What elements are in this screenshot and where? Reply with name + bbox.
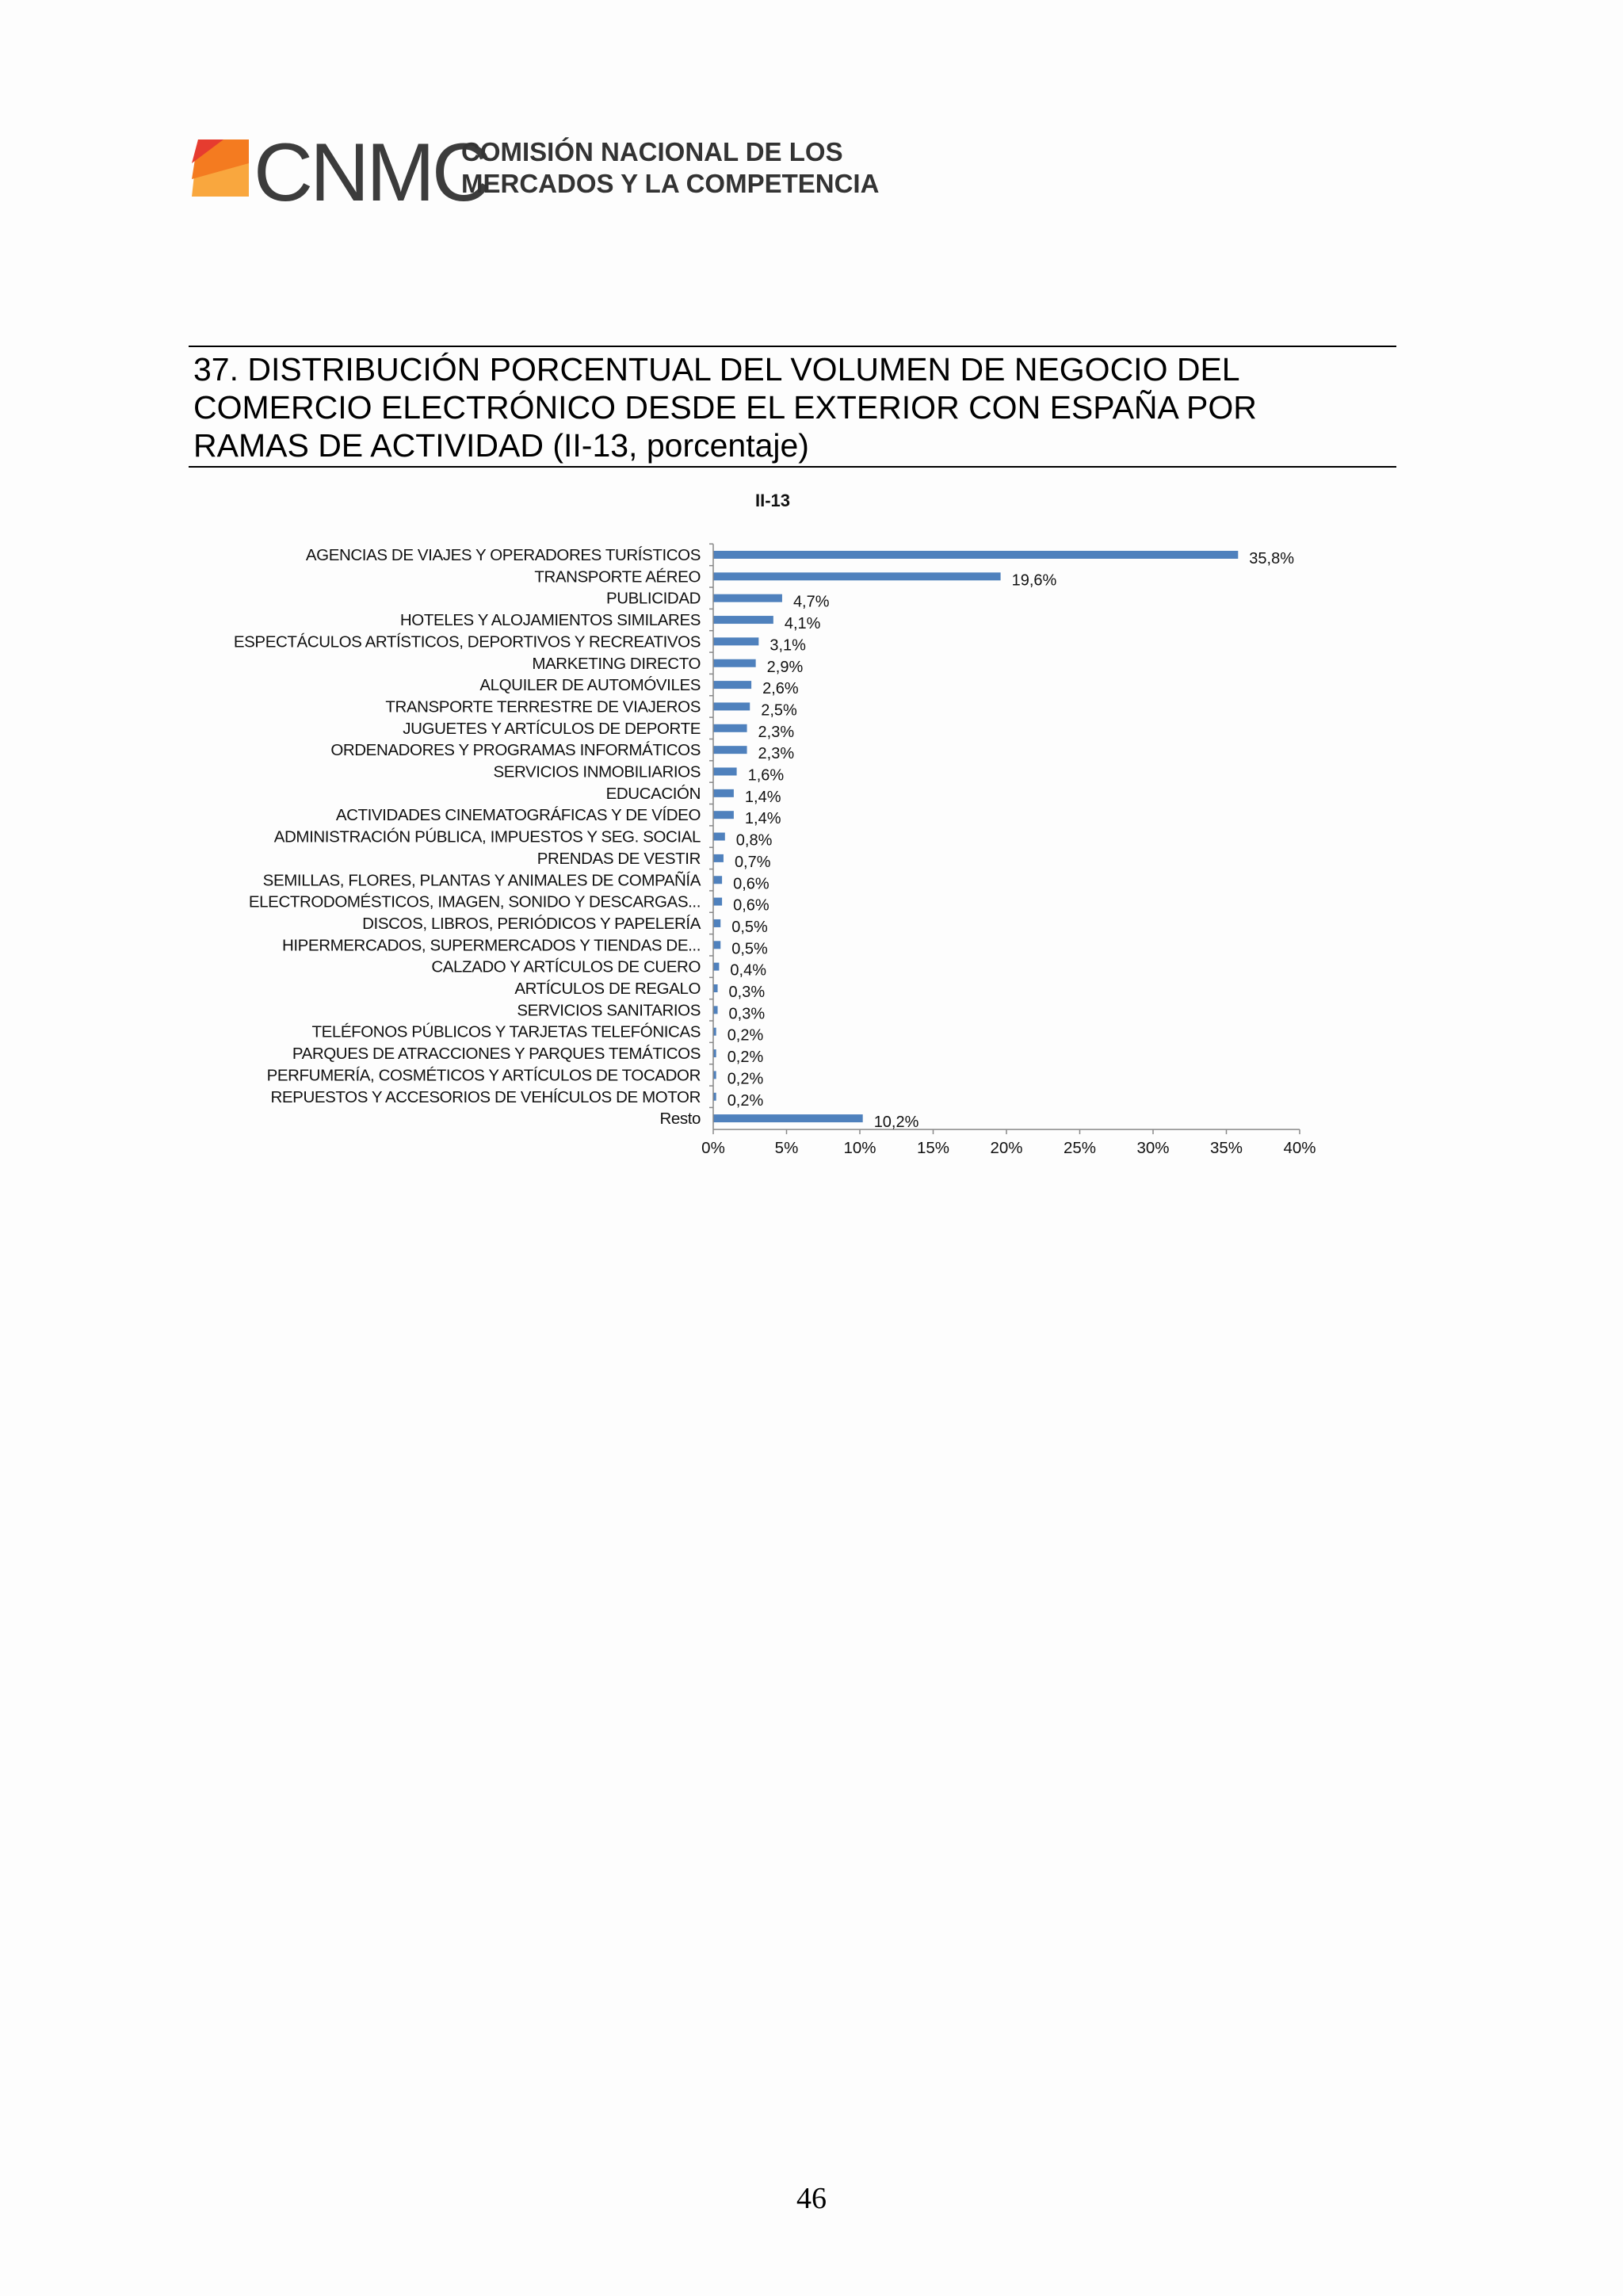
- data-label: 1,4%: [744, 810, 781, 828]
- logo-org-name: [461, 136, 880, 200]
- data-label: 2,3%: [758, 723, 795, 741]
- bar: [713, 789, 734, 797]
- chart-title: II-13: [754, 491, 791, 510]
- category-label: ARTÍCULOS DE REGALO: [514, 980, 701, 998]
- data-label: 0,2%: [727, 1026, 764, 1045]
- category-label: MARKETING DIRECTO: [532, 654, 701, 673]
- data-label: 2,6%: [762, 680, 799, 698]
- category-label: TRANSPORTE TERRESTRE DE VIAJEROS: [385, 697, 701, 716]
- x-tick-label: 15%: [916, 1139, 950, 1158]
- data-label: 0,6%: [733, 875, 769, 893]
- x-tick-label: 10%: [843, 1139, 876, 1158]
- figure-title-line-2: COMERCIO ELECTRÓNICO DESDE EL EXTERIOR CON ESPAÑA POR: [193, 389, 1257, 426]
- category-label: HOTELES Y ALOJAMIENTOS SIMILARES: [399, 611, 701, 630]
- bar: [713, 1006, 718, 1014]
- logo-acronym: CNMC: [254, 127, 488, 219]
- category-label: PRENDAS DE VESTIR: [537, 849, 701, 868]
- figure-title: [189, 346, 1396, 468]
- data-label: 0,3%: [728, 1005, 766, 1023]
- data-label: 0,7%: [734, 853, 771, 871]
- bar: [713, 811, 734, 819]
- data-label: 0,2%: [727, 1070, 764, 1088]
- data-label: 2,3%: [758, 745, 795, 763]
- category-label: EDUCACIÓN: [605, 784, 701, 803]
- category-label: HIPERMERCADOS, SUPERMERCADOS Y TIENDAS DE...: [281, 936, 701, 955]
- page-number: 46: [796, 2182, 827, 2215]
- bar: [713, 659, 756, 667]
- x-tick-label: 40%: [1283, 1139, 1316, 1158]
- x-tick-label: 30%: [1136, 1139, 1170, 1158]
- bar: [713, 919, 720, 927]
- x-tick-label: 35%: [1209, 1139, 1243, 1158]
- category-label: TRANSPORTE AÉREO: [534, 567, 701, 586]
- bar: [713, 551, 1238, 559]
- data-label: 0,5%: [731, 940, 768, 958]
- category-label: ELECTRODOMÉSTICOS, IMAGEN, SONIDO Y DESCARGAS...: [248, 892, 701, 911]
- category-label: SERVICIOS SANITARIOS: [517, 1001, 701, 1020]
- data-label: 2,5%: [761, 701, 797, 720]
- category-label: ESPECTÁCULOS ARTÍSTICOS, DEPORTIVOS Y RECREATIVOS: [233, 632, 701, 651]
- x-tick-label: 20%: [990, 1139, 1023, 1158]
- bar: [713, 681, 751, 689]
- bar: [713, 724, 747, 732]
- bar: [713, 616, 773, 624]
- data-label: 2,9%: [766, 658, 804, 676]
- category-label: JUGUETES Y ARTÍCULOS DE DEPORTE: [403, 719, 701, 738]
- bar: [713, 876, 722, 884]
- logo-org-line1: COMISIÓN NACIONAL DE LOS: [461, 137, 843, 166]
- data-label: 0,5%: [731, 918, 768, 936]
- data-label: 0,2%: [727, 1049, 764, 1067]
- data-label: 0,4%: [730, 961, 766, 980]
- figure-title-line-3: RAMAS DE ACTIVIDAD (II-13, porcentaje): [193, 427, 809, 464]
- category-label: ADMINISTRACIÓN PÚBLICA, IMPUESTOS Y SEG. SOCIAL: [273, 827, 701, 846]
- x-tick-label: 0%: [701, 1139, 725, 1158]
- bar: [713, 963, 719, 971]
- category-label: AGENCIAS DE VIAJES Y OPERADORES TURÍSTICOS: [305, 546, 701, 564]
- logo-org-line2: MERCADOS Y LA COMPETENCIA: [461, 169, 880, 198]
- data-label: 0,6%: [733, 896, 769, 915]
- bar: [713, 594, 782, 602]
- category-label: SERVICIOS INMOBILIARIOS: [493, 762, 701, 781]
- category-label: ALQUILER DE AUTOMÓVILES: [479, 676, 701, 695]
- category-label: TELÉFONOS PÚBLICOS Y TARJETAS TELEFÓNICAS: [311, 1022, 701, 1041]
- bar: [713, 746, 747, 754]
- x-tick-label: 25%: [1063, 1139, 1097, 1158]
- data-label: 10,2%: [873, 1114, 919, 1132]
- category-label: REPUESTOS Y ACCESORIOS DE VEHÍCULOS DE MOTOR: [270, 1087, 701, 1106]
- bar: [713, 702, 750, 710]
- data-label: 0,3%: [728, 984, 766, 1001]
- data-label: 4,7%: [792, 593, 830, 611]
- bar: [713, 1114, 863, 1122]
- data-label: 0,8%: [735, 831, 773, 850]
- bar: [713, 941, 720, 949]
- category-label: PERFUMERÍA, COSMÉTICOS Y ARTÍCULOS DE TOCADOR: [266, 1066, 701, 1085]
- category-label: PARQUES DE ATRACCIONES Y PARQUES TEMÁTICOS: [292, 1045, 701, 1064]
- bar-chart: [0, 476, 1623, 1173]
- data-label: 1,4%: [744, 788, 781, 806]
- category-label: DISCOS, LIBROS, PERIÓDICOS Y PAPELERÍA: [362, 914, 701, 933]
- data-label: 35,8%: [1249, 550, 1295, 567]
- category-label: PUBLICIDAD: [605, 589, 701, 608]
- bar: [713, 572, 1001, 580]
- bar: [713, 984, 718, 992]
- bar: [713, 833, 725, 841]
- x-tick-label: 5%: [774, 1139, 799, 1158]
- bar: [713, 854, 724, 862]
- category-label: ORDENADORES Y PROGRAMAS INFORMÁTICOS: [330, 741, 701, 760]
- data-label: 1,6%: [747, 766, 785, 785]
- category-label: Resto: [659, 1110, 701, 1129]
- bar: [713, 768, 737, 776]
- data-label: 3,1%: [769, 636, 806, 655]
- data-label: 19,6%: [1011, 571, 1057, 590]
- category-label: CALZADO Y ARTÍCULOS DE CUERO: [431, 957, 701, 976]
- category-label: SEMILLAS, FLORES, PLANTAS Y ANIMALES DE COMPAÑÍA: [262, 871, 701, 890]
- data-label: 4,1%: [784, 615, 821, 633]
- figure-title-line-1: 37. DISTRIBUCIÓN PORCENTUAL DEL VOLUMEN DE NEGOCIO DEL: [193, 351, 1240, 388]
- cnmc-logo-mark-icon: [192, 139, 249, 197]
- bar: [713, 898, 722, 906]
- data-label: 0,2%: [727, 1091, 764, 1110]
- category-label: ACTIVIDADES CINEMATOGRÁFICAS Y DE VÍDEO: [335, 806, 701, 825]
- bar: [713, 637, 758, 645]
